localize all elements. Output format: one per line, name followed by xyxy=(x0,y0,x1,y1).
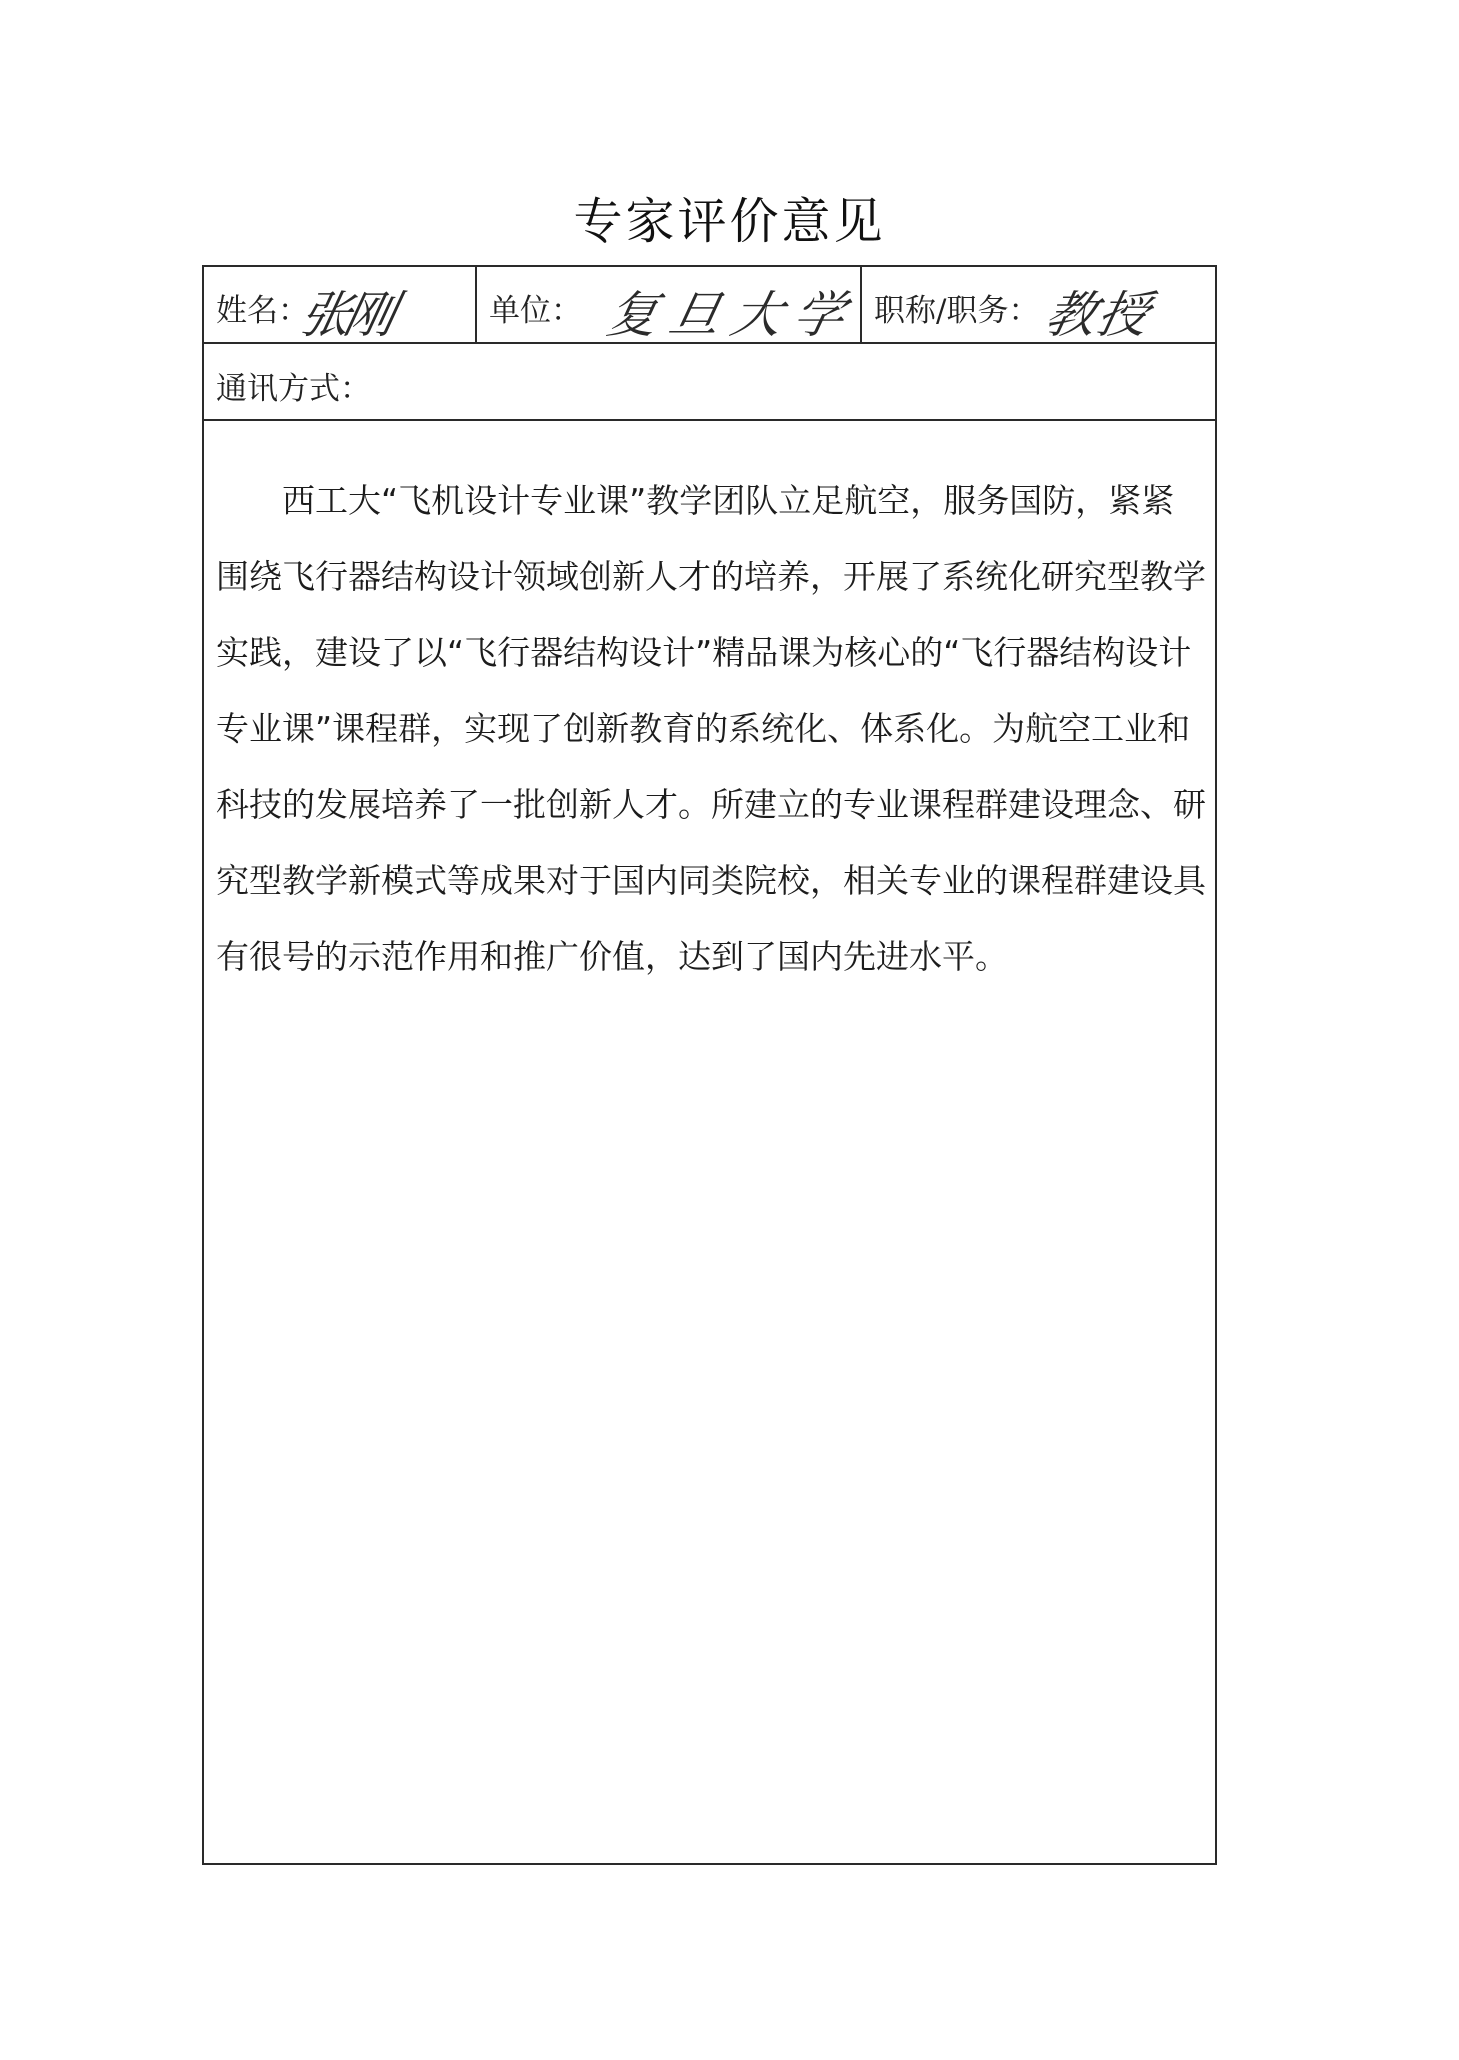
position-signature: 教授 xyxy=(1039,286,1157,344)
expert-opinion-form xyxy=(202,265,1217,1865)
page-title: 专家评价意见 xyxy=(573,193,886,250)
unit-signature: 复旦大学 xyxy=(601,286,863,344)
unit-label: 单位： xyxy=(489,293,582,329)
contact-row xyxy=(204,344,1215,421)
name-label: 姓名： xyxy=(216,293,309,329)
position-cell xyxy=(862,267,1217,342)
name-cell xyxy=(204,267,477,342)
position-label: 职称/职务： xyxy=(874,293,1040,329)
opinion-body xyxy=(216,463,1206,995)
unit-cell xyxy=(477,267,862,342)
name-signature: 张刚 xyxy=(294,286,396,344)
info-row xyxy=(204,267,1215,344)
opinion-paragraph: 西工大“飞机设计专业课”教学团队立足航空，服务国防，紧紧围绕飞行器结构设计领域创新人才的培养，开展了系统化研究型教学实践，建设了以“飞行器结构设计”精品课为核心的“飞行器结构设计专业课”课程群，实现了创新教育的系统化、体系化。为航空工业和科技的发展培养了一批创新人才。所建立的专业课程群建设理念、研究型教学新模式等成果对于国内同类院校，相关专业的课程群建设具有很号的示范作用和推广价值，达到了国内先进水平。 xyxy=(216,481,1206,976)
contact-label: 通讯方式： xyxy=(216,371,371,407)
